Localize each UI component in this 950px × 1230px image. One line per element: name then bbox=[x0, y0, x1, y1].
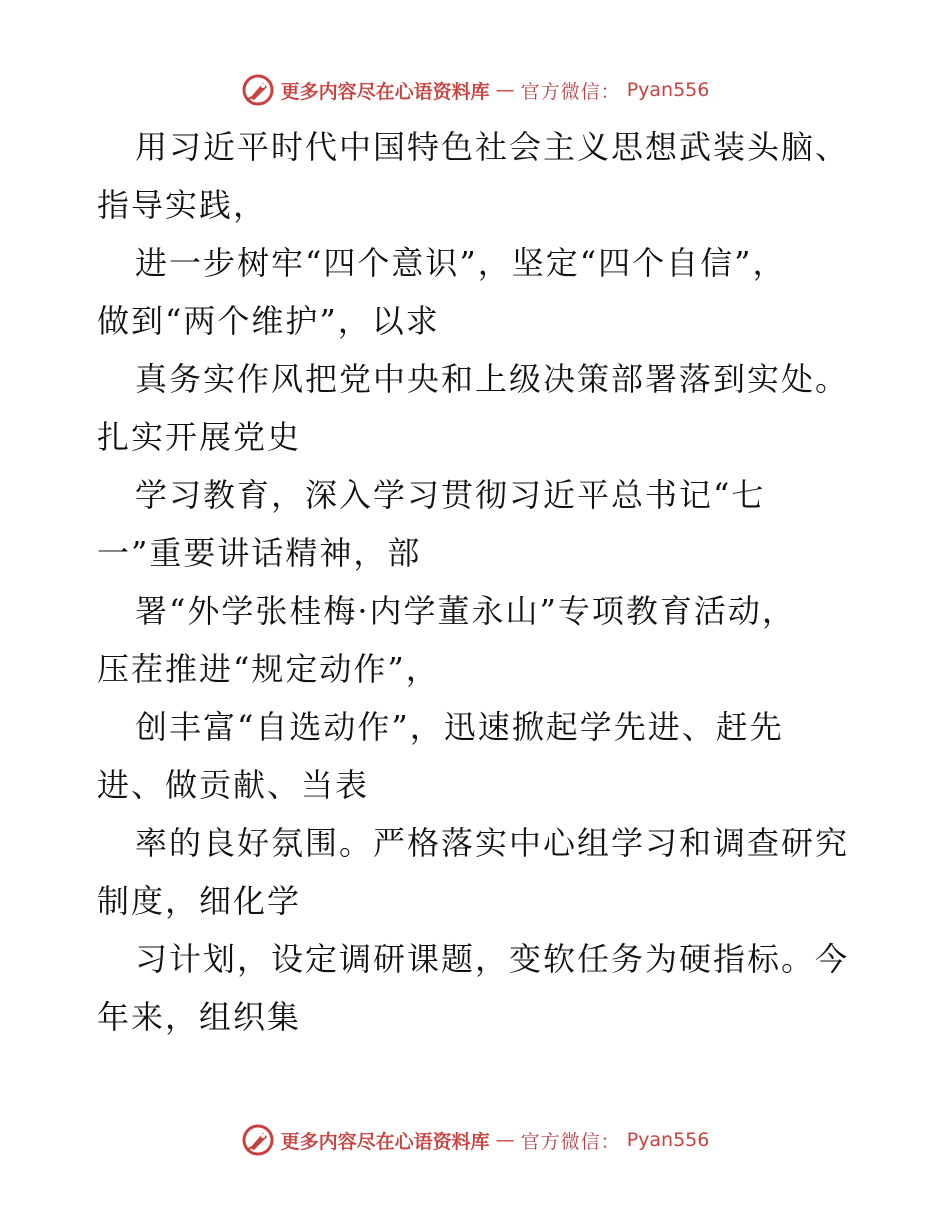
paragraph-line: 创丰富“自选动作”，迅速掀起学先进、赶先 bbox=[135, 708, 784, 746]
watermark-separator: — bbox=[495, 79, 515, 101]
footer-watermark bbox=[0, 1122, 950, 1158]
document-body bbox=[97, 118, 857, 1046]
paragraph-line: 指导实践， bbox=[97, 186, 268, 224]
paragraph-line: 署“外学张桂梅·内学董永山”专项教育活动， bbox=[135, 592, 796, 630]
header-watermark bbox=[0, 72, 950, 108]
paragraph-line: 用习近平时代中国特色社会主义思想武装头脑、 bbox=[135, 128, 850, 166]
paragraph-line: 一”重要讲话精神，部 bbox=[97, 534, 422, 572]
watermark-label: 官方微信： bbox=[520, 1130, 621, 1153]
paragraph-6 bbox=[97, 698, 857, 814]
paragraph-line: 学习教育，深入学习贯彻习近平总书记“七 bbox=[135, 476, 766, 514]
paragraph-5 bbox=[97, 582, 857, 698]
paragraph-line: 率的良好氛围。严格落实中心组学习和调查研究 bbox=[135, 824, 850, 862]
paragraph-line: 做到“两个维护”，以求 bbox=[97, 302, 440, 340]
paragraph-4 bbox=[97, 466, 857, 582]
watermark-label: 官方微信： bbox=[520, 80, 621, 103]
watermark-wechat-id: Pyan556 bbox=[626, 1129, 710, 1151]
paragraph-line: 进一步树牢“四个意识”，坚定“四个自信”， bbox=[135, 244, 787, 282]
paragraph-7 bbox=[97, 814, 857, 930]
watermark-brand: 更多内容尽在心语资料库 bbox=[280, 80, 490, 103]
paragraph-8 bbox=[97, 930, 857, 1046]
paragraph-line: 年来，组织集 bbox=[97, 998, 302, 1036]
paragraph-line: 习计划，设定调研课题，变软任务为硬指标。今 bbox=[135, 940, 850, 978]
paragraph-line: 进、做贡献、当表 bbox=[97, 766, 370, 804]
watermark-separator: — bbox=[495, 1129, 515, 1151]
paragraph-line: 扎实开展党史 bbox=[97, 418, 302, 456]
paragraph-2 bbox=[97, 234, 857, 350]
paragraph-1 bbox=[97, 118, 857, 234]
paragraph-3 bbox=[97, 350, 857, 466]
paragraph-line: 压茬推进“规定动作”， bbox=[97, 650, 440, 688]
paragraph-line: 制度，细化学 bbox=[97, 882, 302, 920]
pen-nib-logo-icon bbox=[241, 73, 275, 107]
paragraph-line: 真务实作风把党中央和上级决策部署落到实处。 bbox=[135, 360, 850, 398]
watermark-wechat-id: Pyan556 bbox=[626, 79, 710, 101]
pen-nib-logo-icon bbox=[241, 1123, 275, 1157]
watermark-brand: 更多内容尽在心语资料库 bbox=[280, 1130, 490, 1153]
